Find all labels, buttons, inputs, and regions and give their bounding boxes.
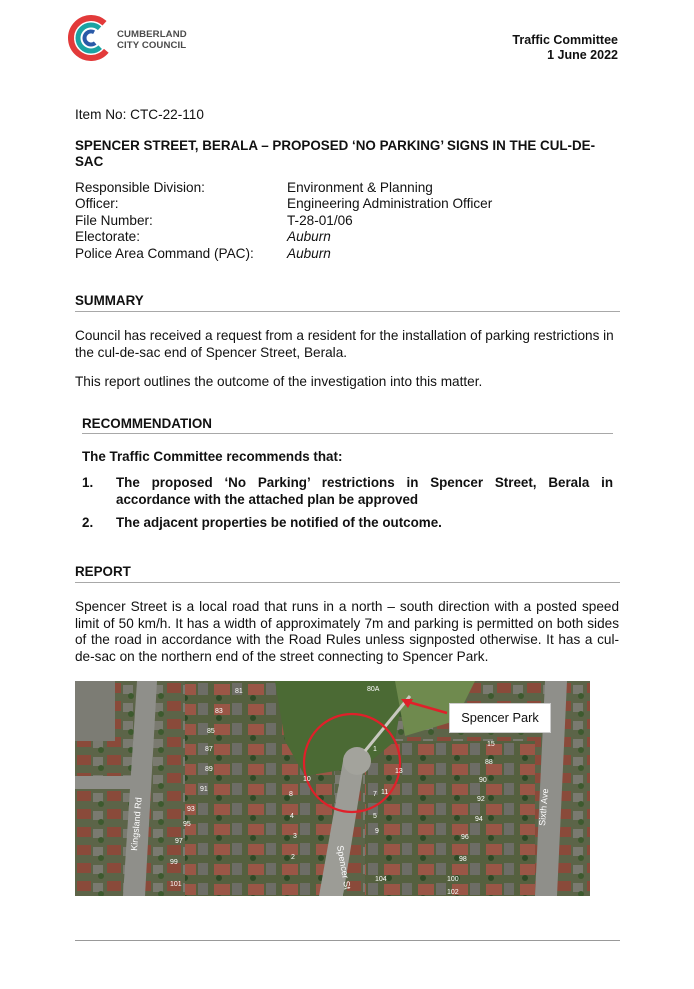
lot-number: 11	[381, 789, 389, 796]
lot-number: 92	[477, 796, 485, 803]
summary-paragraph: This report outlines the outcome of the investigation into this matter.	[75, 374, 483, 389]
detail-value: Auburn	[287, 229, 331, 245]
detail-value: Engineering Administration Officer	[287, 196, 493, 212]
footer-divider	[75, 940, 620, 941]
report-paragraph: Spencer Street is a local road that runs in a north – south direction with a posted speed limit of 50 km/h. It has a width of approximately 7m and parking is permitted on both sides of the road in accordance with the Road Rules unless signposted otherwise. It has a cul-de-sac on the northern end of the street connecting to Spencer Park.	[75, 599, 619, 664]
lot-number: 90	[479, 777, 487, 784]
summary-paragraph: Council has received a request from a resident for the installation of parking restrictions in the cul-de-sac end of Spencer Street, Berala.	[75, 328, 614, 360]
lot-number: 98	[459, 856, 467, 863]
summary-heading: SUMMARY	[75, 293, 144, 308]
lot-number: 4	[290, 813, 294, 820]
lot-number: 15	[487, 741, 495, 748]
lot-number: 96	[461, 834, 469, 841]
lot-number: 3	[293, 833, 297, 840]
lot-number: 100	[447, 876, 459, 883]
detail-row	[75, 246, 492, 262]
detail-row	[75, 213, 492, 229]
street-label-kingsland: Kingsland Rd	[129, 796, 144, 852]
detail-row	[75, 180, 492, 196]
recommendation-intro: The Traffic Committee recommends that:	[82, 449, 343, 464]
recommendation-text: The adjacent properties be notified of the outcome.	[116, 515, 442, 530]
summary-divider	[75, 311, 620, 312]
recommendation-number: 1.	[82, 475, 94, 490]
recommendation-list	[82, 475, 613, 539]
lot-number: 101	[170, 881, 182, 888]
lot-number: 89	[205, 766, 213, 773]
lot-number: 93	[187, 806, 195, 813]
lot-number: 83	[215, 708, 223, 715]
lot-number: 94	[475, 816, 483, 823]
detail-label: Electorate:	[75, 229, 140, 245]
meeting-info	[512, 33, 618, 63]
detail-label: Responsible Division:	[75, 180, 205, 195]
lot-number: 5	[373, 813, 377, 820]
lot-number: 97	[175, 838, 183, 845]
lot-number: 13	[395, 768, 403, 775]
logo-line-2: CITY COUNCIL	[117, 40, 187, 51]
lot-number: 81	[235, 688, 243, 695]
map-callout-label: Spencer Park	[449, 703, 551, 733]
detail-label: Officer:	[75, 196, 119, 212]
detail-row	[75, 229, 492, 245]
lot-number: 2	[291, 854, 295, 861]
meeting-date: 1 June 2022	[547, 48, 618, 62]
lot-number: 8	[289, 791, 293, 798]
street-label-spencer: Spencer St	[335, 844, 353, 891]
detail-value: T-28-01/06	[287, 212, 353, 228]
detail-value: Environment & Planning	[287, 180, 433, 195]
lot-number: 7	[373, 791, 377, 798]
lot-number: 99	[170, 859, 178, 866]
lot-number: 91	[200, 786, 208, 793]
detail-value: Auburn	[287, 245, 331, 261]
lot-number: 1	[373, 746, 377, 753]
logo-line-1: CUMBERLAND	[117, 29, 187, 40]
recommendation-divider	[82, 433, 613, 434]
lot-number: 87	[205, 746, 213, 753]
details-table	[75, 180, 492, 262]
item-number: Item No: CTC-22-110	[75, 107, 204, 122]
detail-row	[75, 196, 492, 212]
lot-number: 85	[207, 728, 215, 735]
detail-label: File Number:	[75, 212, 153, 228]
recommendation-text: The proposed ‘No Parking’ restrictions in Spencer Street, Berala in accordance with the attached plan be approved	[116, 475, 613, 507]
lot-number: 102	[447, 889, 459, 896]
lot-number: 80A	[367, 686, 380, 693]
recommendation-item	[82, 515, 613, 532]
report-heading: REPORT	[75, 564, 131, 579]
report-title: SPENCER STREET, BERALA – PROPOSED ‘NO PARKING’ SIGNS IN THE CUL-DE-SAC	[75, 138, 596, 169]
street-label-sixth: Sixth Ave	[537, 788, 551, 827]
lot-number: 9	[375, 828, 379, 835]
recommendation-heading: RECOMMENDATION	[82, 416, 212, 431]
meeting-name: Traffic Committee	[512, 33, 618, 47]
recommendation-number: 2.	[82, 515, 94, 530]
lot-number: 10	[303, 776, 311, 783]
recommendation-item	[82, 475, 613, 508]
detail-label: Police Area Command (PAC):	[75, 245, 254, 261]
report-divider	[75, 582, 620, 583]
lot-number: 104	[375, 876, 387, 883]
lot-number: 95	[183, 821, 191, 828]
council-logo-icon	[67, 13, 115, 63]
council-logo-text	[117, 29, 187, 51]
lot-number: 88	[485, 759, 493, 766]
